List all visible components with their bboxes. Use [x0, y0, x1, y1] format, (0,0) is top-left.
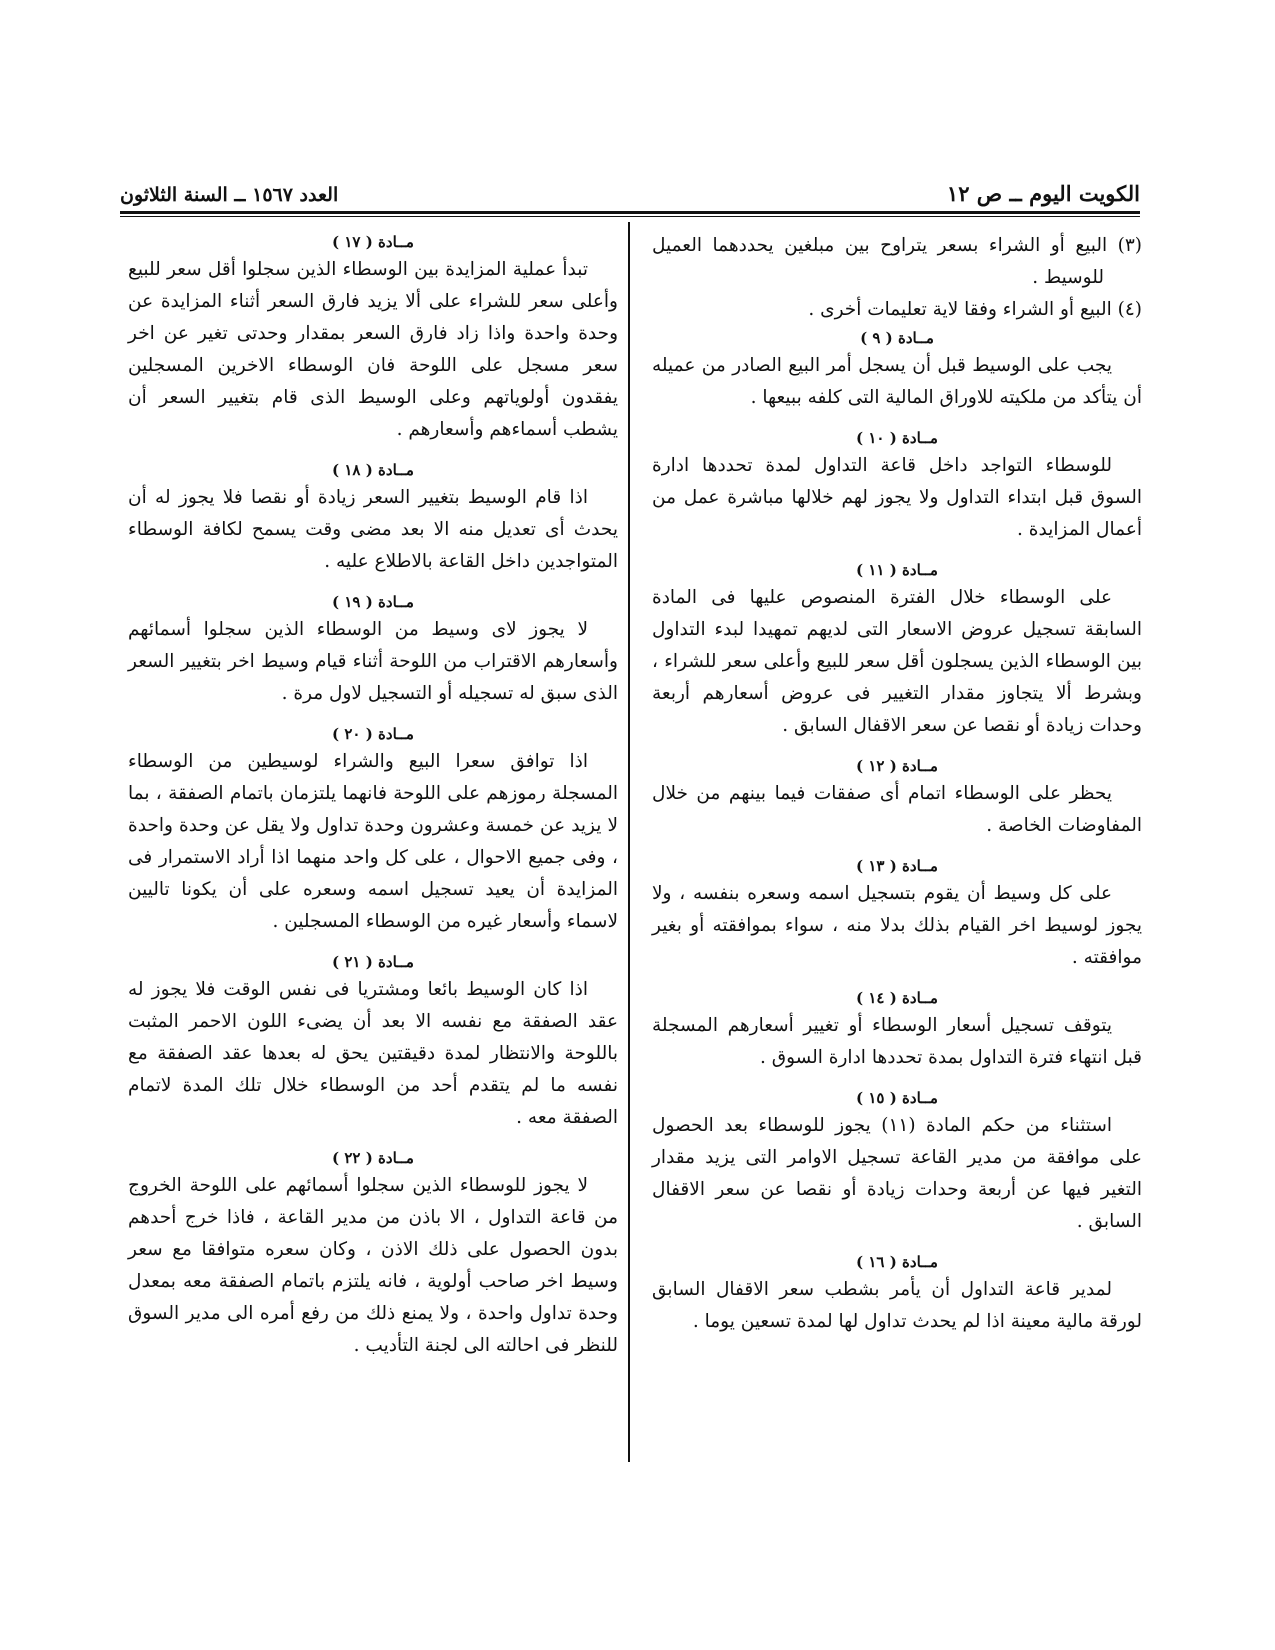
- article-title: مــادة ( ١٩ ): [332, 593, 414, 611]
- article-text: اذا توافق سعرا البيع والشراء لوسيطين من الوسطاء المسجلة رموزهم على اللوحة فانهما يلتزمان باتمام الصفقة ، بما لا يزيد عن خمسة وعشرون وحدة تداول ولا يقل عن وحدة واحدة ، وفى جميع الاحوال ، على كل واحد منهما اذا أراد الاستمرار فى المزايدة أن يعيد تسجيل اسمه وسعره على أن يكونا تاليين لاسماء وأسعار غيره من الوسطاء المسجلين .: [128, 751, 618, 932]
- header-rule: [120, 211, 1140, 214]
- article-text: لا يجوز لاى وسيط من الوسطاء الذين سجلوا أسمائهم وأسعارهم الاقتراب من اللوحة أثناء قيام وسيط اخر بتغيير السعر الذى سبق له تسجيله أو التسجيل لاول مرة .: [128, 619, 618, 704]
- article-text: يجب على الوسيط قبل أن يسجل أمر البيع الصادر من عميله أن يتأكد من ملكيته للاوراق المالية التى كلفه ببيعها .: [652, 355, 1142, 408]
- article-title: مــادة ( ١٠ ): [856, 429, 938, 447]
- article-title: مــادة ( ١٢ ): [856, 757, 938, 775]
- article-text: اذا كان الوسيط بائعا ومشتريا فى نفس الوقت فلا يجوز له عقد الصفقة مع نفسه الا بعد أن يضىء اللون الاحمر المثبت باللوحة والانتظار لمدة دقيقتين يحق له بعدها عقد الصفقة مع نفسه ما لم يتقدم أحد من الوسطاء خلال تلك المدة لاتمام الصفقة معه .: [128, 979, 618, 1128]
- article-title: مــادة ( ٢١ ): [332, 953, 414, 971]
- article-text: على الوسطاء خلال الفترة المنصوص عليها فى المادة السابقة تسجيل عروض الاسعار التى لديهم تمهيدا لبدء التداول بين الوسطاء الذين يسجلون أقل سعر للبيع وأعلى سعر للشراء ، وبشرط ألا يتجاوز مقدار التغيير فى عروض أسعارهم أربعة وحدات زيادة أو نقصا عن سعر الاقفال السابق .: [652, 587, 1142, 736]
- article-title: مــادة ( ١٨ ): [332, 461, 414, 479]
- column-divider: [628, 222, 630, 1462]
- left-column: [128, 230, 618, 1374]
- article-title: مــادة ( ١٥ ): [856, 1089, 938, 1107]
- article-text: لا يجوز للوسطاء الذين سجلوا أسمائهم على اللوحة الخروج من قاعة التداول ، الا باذن من مدير القاعة ، فاذا خرج أحدهم بدون الحصول على ذلك الاذن ، وكان سعره متوافقا مع سعر وسيط اخر صاحب أولوية ، فانه يلتزم باتمام الصفقة معه بمعدل وحدة تداول واحدة ، ولا يمنع ذلك من رفع أمره الى مدير السوق للنظر فى احالته الى لجنة التأديب .: [128, 1175, 618, 1356]
- article-title: مــادة ( ١٤ ): [856, 989, 938, 1007]
- article-title: مــادة ( ٢٢ ): [332, 1149, 414, 1167]
- article-text: للوسطاء التواجد داخل قاعة التداول لمدة تحددها ادارة السوق قبل ابتداء التداول ولا يجوز لهم خلالها مباشرة عمل من أعمال المزايدة .: [652, 455, 1142, 540]
- list-item: (٣) البيع أو الشراء بسعر يتراوح بين مبلغين يحددهما العميل للوسيط .: [652, 235, 1142, 288]
- article-title: مــادة ( ١٣ ): [856, 857, 938, 875]
- article-text: لمدير قاعة التداول أن يأمر بشطب سعر الاقفال السابق لورقة مالية معينة اذا لم يحدث تداول لها لمدة تسعين يوما .: [652, 1279, 1142, 1332]
- header-gazette-page: الكويت اليوم ــ ص ١٢: [946, 181, 1140, 206]
- article-text: استثناء من حكم المادة (١١) يجوز للوسطاء بعد الحصول على موافقة من مدير القاعة تسجيل الاوامر التى يزيد مقدار التغير فيها عن أربعة وحدات زيادة أو نقصا عن سعر الاقفال السابق .: [652, 1115, 1142, 1232]
- article-text: يحظر على الوسطاء اتمام أى صفقات فيما بينهم من خلال المفاوضات الخاصة .: [652, 783, 1142, 836]
- article-text: اذا قام الوسيط بتغيير السعر زيادة أو نقصا فلا يجوز له أن يحدث أى تعديل منه الا بعد مضى وقت يسمح لكافة الوسطاء المتواجدين داخل القاعة بالاطلاع عليه .: [128, 487, 618, 572]
- article-title: مــادة ( ٩ ): [860, 329, 934, 347]
- page-header: [120, 180, 1140, 206]
- article-title: مــادة ( ١١ ): [856, 561, 938, 579]
- article-title: مــادة ( ٢٠ ): [332, 725, 414, 743]
- list-item: (٤) البيع أو الشراء وفقا لاية تعليمات أخرى .: [808, 299, 1142, 320]
- article-title: مــادة ( ١٧ ): [332, 233, 414, 251]
- article-text: تبدأ عملية المزايدة بين الوسطاء الذين سجلوا أقل سعر للبيع وأعلى سعر للشراء على ألا يزيد فارق السعر أثناء المزايدة عن وحدة واحدة واذا زاد فارق السعر بمقدار وحدتى تغير عن اخر سعر مسجل على اللوحة فان الوسطاء الاخرين المسجلين يفقدون أولوياتهم وعلى الوسيط الذى قام بتغيير السعر أن يشطب أسماءهم وأسعارهم .: [128, 259, 618, 440]
- article-title: مــادة ( ١٦ ): [856, 1253, 938, 1271]
- article-text: على كل وسيط أن يقوم بتسجيل اسمه وسعره بنفسه ، ولا يجوز لوسيط اخر القيام بذلك بدلا منه ، سواء بموافقته أو بغير موافقته .: [652, 883, 1143, 968]
- right-column: [652, 230, 1142, 1350]
- article-text: يتوقف تسجيل أسعار الوسطاء أو تغيير أسعارهم المسجلة قبل انتهاء فترة التداول بمدة تحددها ادارة السوق .: [652, 1015, 1142, 1068]
- header-issue-year: العدد ١٥٦٧ ــ السنة الثلاثون: [120, 184, 339, 206]
- header-rule-thin: [120, 216, 1140, 217]
